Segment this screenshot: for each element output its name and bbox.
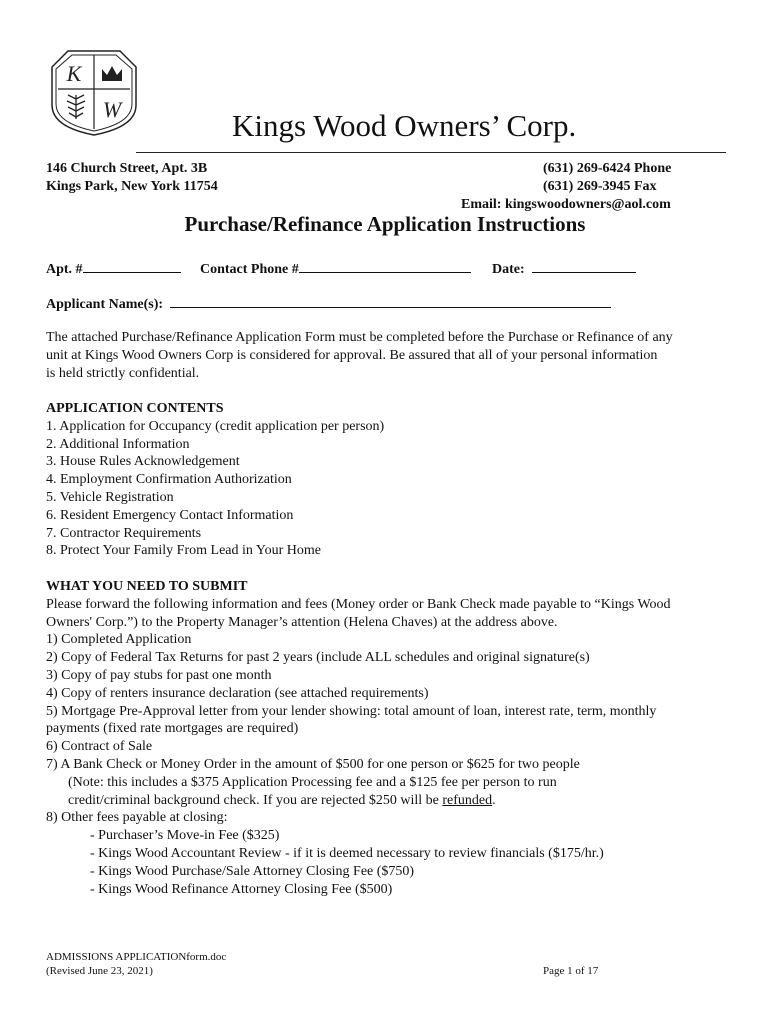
contents-item: 8. Protect Your Family From Lead in Your Home (46, 543, 321, 559)
fee-note-line: (Note: this includes a $375 Application Processing fee and a $125 fee per person to run (68, 774, 557, 790)
submit-intro-line: Owners' Corp.”) to the Property Manager’s attention (Helena Chaves) at the address above. (46, 614, 558, 630)
fax-number: (631) 269-3945 Fax (543, 179, 657, 194)
applicant-name-label: Applicant Name(s): (46, 297, 164, 312)
other-fees-heading: 8) Other fees payable at closing: (46, 810, 228, 826)
contents-item: 7. Contractor Requirements (46, 525, 202, 541)
footer-document-name: ADMISSIONS APPLICATIONform.doc (46, 951, 227, 963)
fee-note-end: . (492, 792, 496, 808)
address-line-2: Kings Park, New York 11754 (46, 179, 218, 194)
contact-numbers (543, 160, 671, 196)
footer-document-info (46, 950, 226, 978)
submit-section (46, 578, 736, 898)
contents-item: 6. Resident Emergency Contact Information (46, 507, 294, 523)
submit-item-continued: payments (fixed rate mortgages are required) (46, 721, 299, 737)
phone-number: (631) 269-6424 Phone (543, 161, 672, 176)
mailing-address (46, 160, 218, 196)
page-number: Page 1 of 17 (543, 965, 599, 977)
address-line-1: 146 Church Street, Apt. 3B (46, 161, 208, 176)
contents-item: 5. Vehicle Registration (46, 489, 174, 505)
intro-line: The attached Purchase/Refinance Application Form must be completed before the Purchase or Refinance of any (46, 330, 673, 345)
logo-letter-k: K (66, 61, 82, 86)
submit-item: 2) Copy of Federal Tax Returns for past 2 years (include ALL schedules and original signature(s) (46, 650, 590, 666)
refunded-text: refunded (442, 792, 493, 808)
date-blank[interactable] (532, 258, 636, 273)
apartment-field (46, 258, 181, 278)
logo-letter-w: W (102, 97, 122, 122)
submit-intro-line: Please forward the following information and fees (Money order or Bank Check made payable to “Kings Wood (46, 596, 671, 612)
intro-line: is held strictly confidential. (46, 365, 200, 381)
contents-item: 3. House Rules Acknowledgement (46, 454, 240, 470)
contents-item: 2. Additional Information (46, 436, 190, 452)
header-divider (136, 152, 726, 153)
submit-item: 5) Mortgage Pre-Approval letter from your lender showing: total amount of loan, interest rate, term, monthly (46, 703, 657, 719)
submit-item: 1) Completed Application (46, 632, 192, 648)
other-fee-item: - Purchaser’s Move-in Fee ($325) (90, 828, 280, 844)
kings-wood-logo (46, 43, 142, 139)
organization-name: Kings Wood Owners’ Corp. (232, 108, 577, 143)
contact-phone-field (200, 258, 471, 278)
application-contents-section (46, 400, 736, 560)
other-fee-item: - Kings Wood Refinance Attorney Closing Fee ($500) (90, 881, 393, 897)
intro-paragraph (46, 329, 736, 382)
footer-revised-date: (Revised June 23, 2021) (46, 965, 153, 977)
date-field (492, 258, 636, 278)
submit-item: 4) Copy of renters insurance declaration (see attached requirements) (46, 685, 429, 701)
contact-phone-label: Contact Phone # (200, 262, 299, 277)
crown-icon (102, 66, 122, 81)
other-fee-item: - Kings Wood Accountant Review - if it is deemed necessary to review financials ($175/hr.) (90, 845, 604, 861)
fee-note-line (46, 792, 736, 810)
contents-item: 1. Application for Occupancy (credit application per person) (46, 418, 385, 434)
application-contents-heading: APPLICATION CONTENTS (46, 401, 224, 416)
submit-heading: WHAT YOU NEED TO SUBMIT (46, 579, 248, 594)
fee-note-text: credit/criminal background check. If you are rejected $250 will be (68, 792, 443, 808)
applicant-name-field (46, 293, 611, 313)
date-label: Date: (492, 262, 525, 277)
submit-item: 7) A Bank Check or Money Order in the amount of $500 for one person or $625 for two people (46, 756, 580, 772)
document-title: Purchase/Refinance Application Instructions (184, 212, 586, 236)
applicant-name-blank[interactable] (170, 293, 611, 308)
other-fee-item: - Kings Wood Purchase/Sale Attorney Closing Fee ($750) (90, 863, 415, 879)
laurel-icon (67, 95, 85, 119)
contact-phone-blank[interactable] (299, 258, 471, 273)
apartment-blank[interactable] (83, 258, 181, 273)
apartment-label: Apt. # (46, 262, 83, 277)
contents-item: 4. Employment Confirmation Authorization (46, 472, 292, 488)
intro-line: unit at Kings Wood Owners Corp is considered for approval. Be assured that all of your personal information (46, 347, 658, 363)
submit-item: 6) Contract of Sale (46, 739, 153, 755)
submit-item: 3) Copy of pay stubs for past one month (46, 667, 272, 683)
email-address: Email: kingswoodowners@aol.com (461, 197, 671, 212)
